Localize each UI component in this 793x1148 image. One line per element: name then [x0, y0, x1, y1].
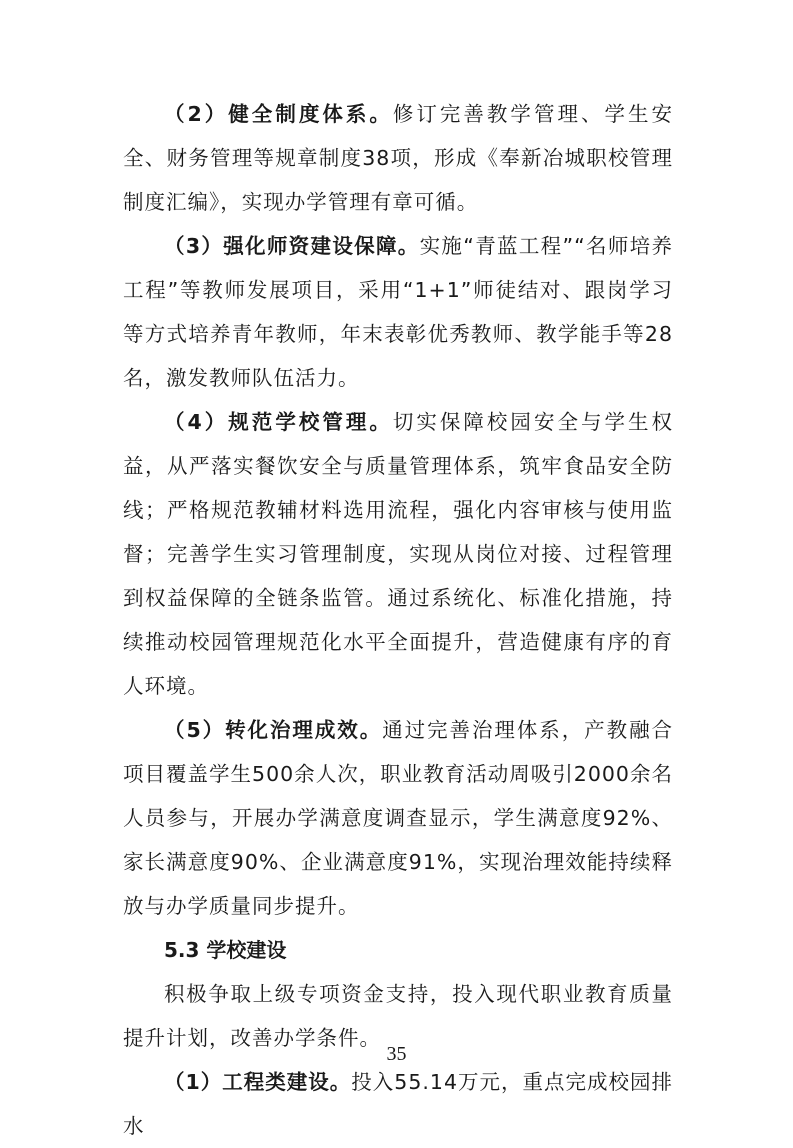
paragraph-text: 投入55.14万元，重点完成校园排水	[123, 1070, 674, 1138]
paragraph-lead: （2）健全制度体系。	[164, 102, 393, 126]
paragraph-lead: （5）转化治理成效。	[164, 718, 383, 742]
section-heading: 5.3 学校建设	[164, 938, 287, 962]
paragraph-engineering	[123, 1060, 673, 1148]
paragraph-governance-results	[123, 708, 673, 928]
paragraph-teacher-development	[123, 224, 673, 400]
paragraph-institution-system	[123, 92, 673, 224]
section-intro: 积极争取上级专项资金支持，投入现代职业教育质量提升计划，改善办学条件。	[123, 982, 673, 1050]
paragraph-school-management	[123, 400, 673, 708]
paragraph-text: 通过完善治理体系，产教融合项目覆盖学生500余人次，职业教育活动周吸引2000余名人员参与，开展办学满意度调查显示，学生满意度92%、家长满意度90%、企业满意度91%，实现治理效能持续释放与办学质量同步提升。	[123, 718, 674, 918]
paragraph-lead: （1）工程类建设。	[164, 1070, 352, 1094]
paragraph-text: 切实保障校园安全与学生权益，从严落实餐饮安全与质量管理体系，筑牢食品安全防线；严格规范教辅材料选用流程，强化内容审核与使用监督；完善学生实习管理制度，实现从岗位对接、过程管理到权益保障的全链条监管。通过系统化、标准化措施，持续推动校园管理规范化水平全面提升，营造健康有序的育人环境。	[123, 410, 673, 698]
document-body	[123, 92, 673, 1148]
paragraph-lead: （3）强化师资建设保障。	[164, 234, 420, 258]
paragraph-text: 实施“青蓝工程”“名师培养工程”等教师发展项目，采用“1+1”师徒结对、跟岗学习等方式培养青年教师，年末表彰优秀教师、教学能手等28名，激发教师队伍活力。	[123, 234, 673, 390]
page-number: 35	[386, 1043, 407, 1065]
paragraph-lead: （4）规范学校管理。	[164, 410, 393, 434]
paragraph-text: 修订完善教学管理、学生安全、财务管理等规章制度38项，形成《奉新冶城职校管理制度汇编》，实现办学管理有章可循。	[123, 102, 673, 214]
